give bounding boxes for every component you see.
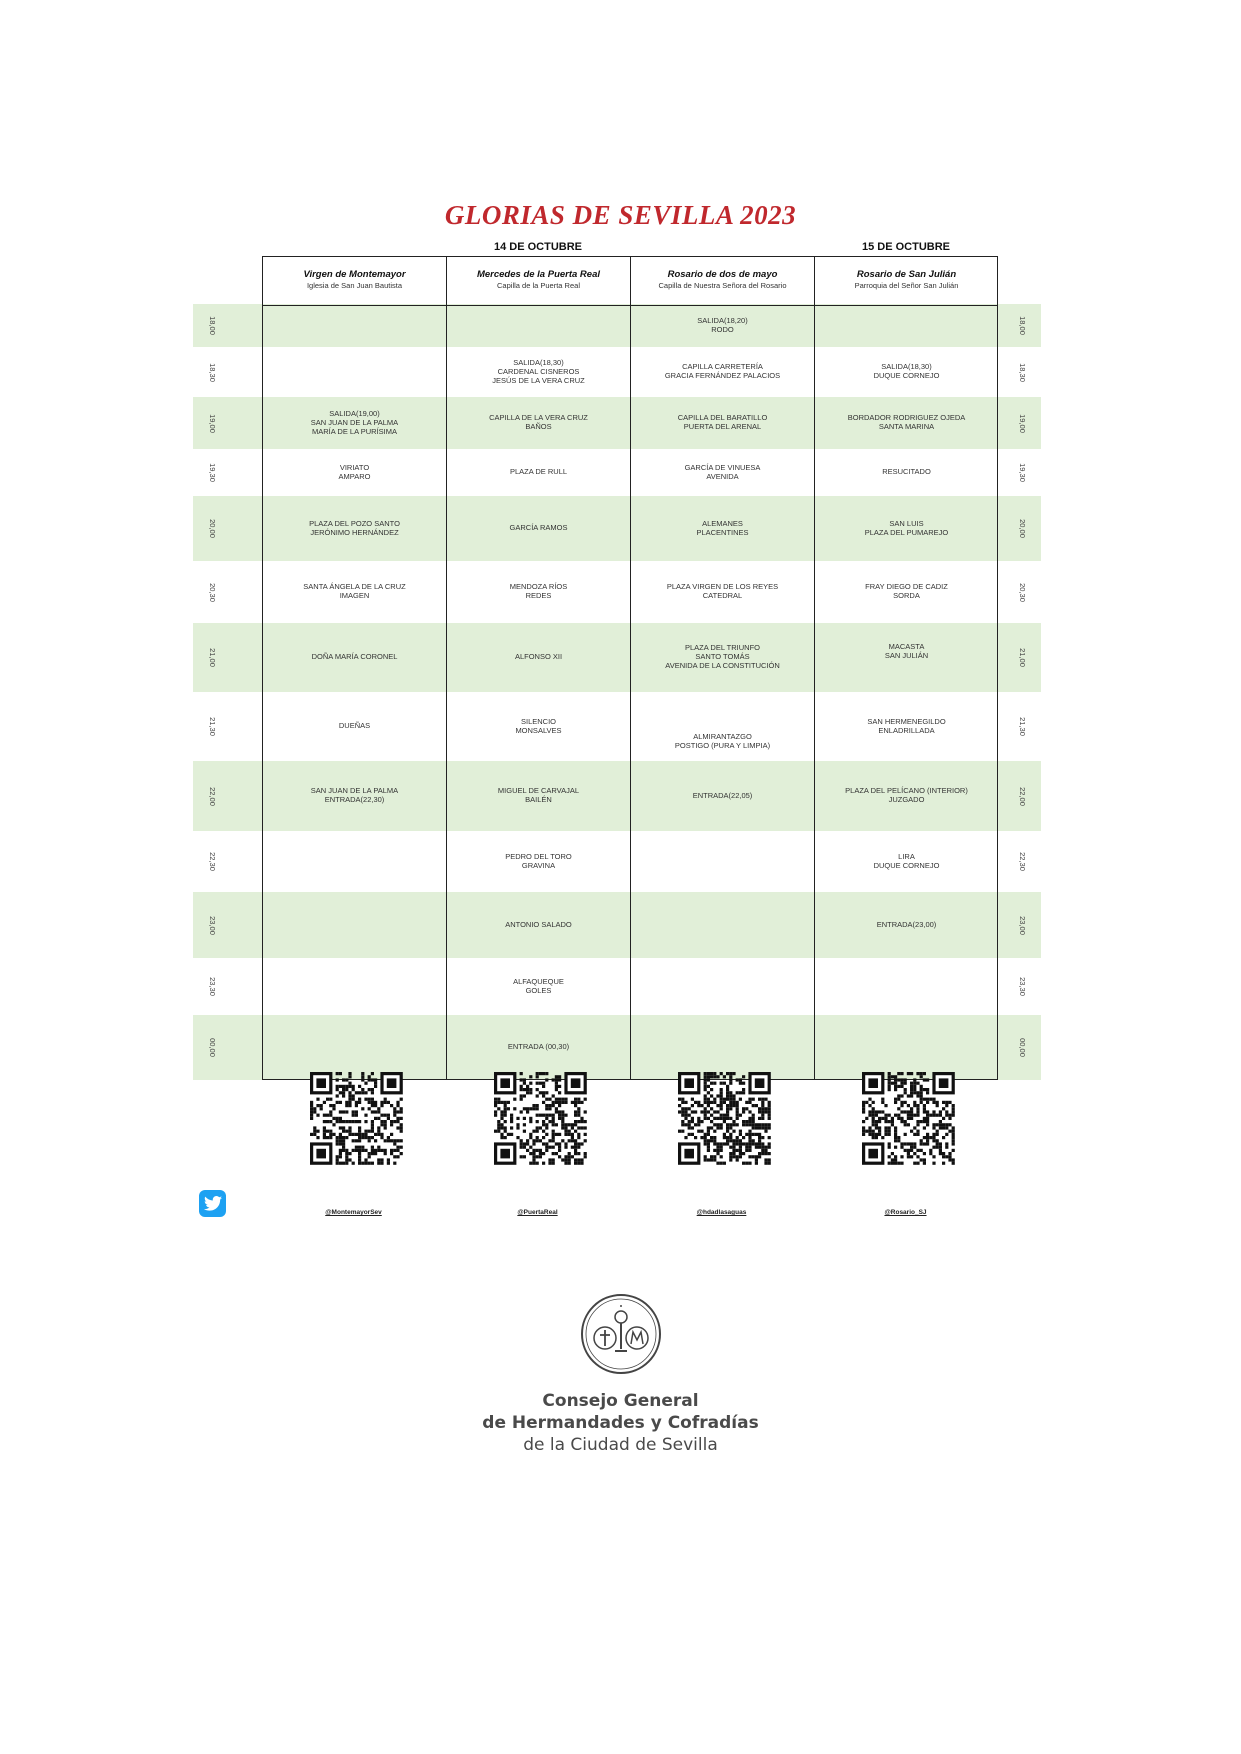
- time-text: 19,00: [1017, 413, 1027, 433]
- schedule-cell: SILENCIO MONSALVES: [515, 716, 562, 735]
- time-text: 18,00: [207, 316, 217, 335]
- column-header-montemayor: [263, 269, 446, 290]
- schedule-cell: MENDOZA RÍOS REDES: [509, 582, 568, 600]
- column-name: Virgen de Montemayor: [303, 269, 406, 280]
- time-text: 22,00: [1017, 786, 1027, 806]
- time-text: 20,00: [207, 519, 217, 538]
- schedule-cell: PLAZA VIRGEN DE LOS REYES CATEDRAL: [666, 582, 779, 600]
- twitter-handle-dos-de-mayo[interactable]: @hdadlasaguas: [696, 1209, 747, 1216]
- schedule-cell: CAPILLA DE LA VERA CRUZ BAÑOS: [489, 413, 588, 431]
- org-name-line2: de Hermandades y Cofradías: [482, 1413, 759, 1433]
- qr-code-dos-de-mayo[interactable]: [678, 1072, 772, 1166]
- schedule-cell: LIRA DUQUE CORNEJO: [873, 851, 940, 870]
- time-label-right: [1003, 831, 1041, 892]
- time-label-left: [193, 958, 231, 1015]
- time-text: 23,30: [207, 977, 217, 996]
- time-label-left: [193, 347, 231, 397]
- schedule-cell: PLAZA DEL PELÍCANO (INTERIOR) JUZGADO: [845, 786, 968, 804]
- schedule-cell: CAPILLA DEL BARATILLO PUERTA DEL ARENAL: [677, 413, 768, 431]
- schedule-cell: MACASTA SAN JULIÁN: [884, 642, 929, 660]
- schedule-cell: ALEMANES PLACENTINES: [696, 518, 749, 537]
- twitter-handle-san-julian[interactable]: @Rosario_SJ: [884, 1209, 927, 1216]
- time-text: 21,00: [207, 648, 217, 667]
- time-label-right: [1003, 304, 1041, 347]
- time-text: 21,30: [1017, 717, 1027, 736]
- schedule-cell: ALMIRANTAZGO POSTIGO (PURA Y LIMPIA): [674, 732, 771, 750]
- date-header-day2: 15 DE OCTUBRE: [861, 241, 951, 253]
- schedule-cell: SALIDA(19,00) SAN JUAN DE LA PALMA MARÍA DE LA PURÍSIMA: [310, 408, 399, 436]
- time-label-left: [193, 761, 231, 831]
- date-header-day1: 14 DE OCTUBRE: [493, 241, 583, 253]
- consejo-emblem-icon: [580, 1293, 662, 1375]
- time-text: 18,30: [1017, 362, 1027, 382]
- column-name: Rosario de dos de mayo: [667, 269, 778, 280]
- time-label-right: [1003, 496, 1041, 561]
- schedule-cell: VIRIATO AMPARO: [338, 462, 371, 481]
- column-header-dos-de-mayo: [631, 269, 814, 290]
- time-text: 22,30: [1017, 852, 1027, 871]
- time-text: 00,00: [207, 1038, 217, 1057]
- schedule-cell: ANTONIO SALADO: [505, 919, 572, 929]
- time-label-right: [1003, 1015, 1041, 1080]
- column-divider: [814, 257, 815, 1079]
- schedule-table: [262, 256, 998, 1080]
- schedule-cell: BORDADOR RODRIGUEZ OJEDA SANTA MARINA: [847, 413, 966, 431]
- schedule-cell: PEDRO DEL TORO GRAVINA: [505, 851, 572, 870]
- twitter-icon: [199, 1190, 226, 1217]
- time-text: 23,30: [1017, 977, 1027, 996]
- time-text: 19,00: [207, 413, 217, 433]
- schedule-cell: SALIDA(18,30) DUQUE CORNEJO: [873, 362, 940, 380]
- column-church: Capilla de Nuestra Señora del Rosario: [658, 281, 787, 290]
- column-church: Parroquia del Señor San Julián: [854, 281, 959, 290]
- time-label-left: [193, 623, 231, 692]
- schedule-cell: ENTRADA (00,30): [507, 1042, 570, 1051]
- column-name: Rosario de San Julián: [856, 269, 957, 280]
- qr-code-montemayor[interactable]: [310, 1072, 404, 1166]
- twitter-handle-puerta-real[interactable]: @PuertaReal: [517, 1209, 558, 1216]
- time-text: 18,00: [1017, 316, 1027, 335]
- time-label-left: [193, 449, 231, 496]
- time-text: 20,30: [207, 582, 217, 602]
- time-label-right: [1003, 958, 1041, 1015]
- twitter-handle-montemayor[interactable]: @MontemayorSev: [325, 1209, 382, 1216]
- time-label-right: [1003, 397, 1041, 449]
- schedule-cell: GARCÍA RAMOS: [509, 523, 568, 532]
- schedule-cell: ALFONSO XII: [514, 652, 563, 661]
- schedule-cell: SAN JUAN DE LA PALMA ENTRADA(22,30): [310, 786, 399, 804]
- schedule-grid: [193, 256, 1041, 1080]
- schedule-cell: SALIDA(18,20) RODO: [697, 315, 748, 334]
- time-label-right: [1003, 761, 1041, 831]
- time-label-left: [193, 1015, 231, 1080]
- page-title: GLORIAS DE SEVILLA 2023: [444, 200, 797, 230]
- time-label-right: [1003, 623, 1041, 692]
- time-text: 19,30: [1017, 463, 1027, 482]
- schedule-cell: SANTA ÁNGELA DE LA CRUZ IMAGEN: [303, 582, 406, 600]
- schedule-cell: ENTRADA(22,05): [692, 790, 753, 800]
- time-label-left: [193, 561, 231, 623]
- time-label-left: [193, 892, 231, 958]
- time-text: 21,30: [207, 717, 217, 736]
- qr-code-san-julian[interactable]: [862, 1072, 956, 1166]
- time-text: 23,00: [1017, 915, 1027, 935]
- schedule-cell: FRAY DIEGO DE CADIZ SORDA: [865, 582, 948, 600]
- column-name: Mercedes de la Puerta Real: [476, 269, 601, 280]
- org-name-line1: Consejo General: [542, 1391, 699, 1411]
- time-label-left: [193, 397, 231, 449]
- time-label-left: [193, 496, 231, 561]
- column-divider: [630, 257, 631, 1079]
- schedule-cell: PLAZA DE RULL: [509, 467, 568, 476]
- time-text: 20,30: [1017, 582, 1027, 602]
- schedule-cell: SALIDA(18,30) CARDENAL CISNEROS JESÚS DE LA VERA CRUZ: [492, 357, 585, 385]
- column-header-puerta-real: [447, 269, 630, 290]
- time-text: 19,30: [207, 463, 217, 482]
- org-name-line3: de la Ciudad de Sevilla: [523, 1435, 718, 1455]
- time-text: 22,00: [207, 786, 217, 806]
- schedule-cell: DOÑA MARÍA CORONEL: [311, 652, 398, 661]
- schedule-cell: ALFAQUEQUE GOLES: [513, 976, 564, 995]
- time-label-right: [1003, 561, 1041, 623]
- time-label-right: [1003, 449, 1041, 496]
- time-label-right: [1003, 692, 1041, 761]
- time-label-right: [1003, 347, 1041, 397]
- time-text: 00,00: [1017, 1038, 1027, 1057]
- column-header-san-julian: [815, 269, 998, 290]
- column-church: Capilla de la Puerta Real: [497, 281, 580, 290]
- time-label-left: [193, 304, 231, 347]
- time-text: 20,00: [1017, 519, 1027, 538]
- column-church: Iglesia de San Juan Bautista: [306, 281, 403, 290]
- qr-code-puerta-real[interactable]: [494, 1072, 588, 1170]
- time-text: 18,30: [207, 362, 217, 382]
- time-label-right: [1003, 892, 1041, 958]
- schedule-cell: PLAZA DEL TRIUNFO SANTO TOMÁS AVENIDA DE LA CONSTITUCIÓN: [665, 643, 780, 670]
- schedule-cell: PLAZA DEL POZO SANTO JERÓNIMO HERNÁNDEZ: [309, 518, 400, 537]
- schedule-cell: GARCÍA DE VINUESA AVENIDA: [684, 462, 761, 481]
- schedule-cell: RESUCITADO: [882, 467, 931, 476]
- time-text: 21,00: [1017, 648, 1027, 667]
- time-label-left: [193, 692, 231, 761]
- schedule-cell: CAPILLA CARRETERÍA GRACIA FERNÁNDEZ PALACIOS: [664, 362, 781, 380]
- schedule-cell: DUEÑAS: [338, 721, 371, 730]
- schedule-cell: MIGUEL DE CARVAJAL BAILÉN: [497, 786, 580, 804]
- column-divider: [446, 257, 447, 1079]
- time-label-left: [193, 831, 231, 892]
- schedule-cell: ENTRADA(23,00): [876, 919, 937, 929]
- time-text: 23,00: [207, 915, 217, 935]
- header-divider: [263, 305, 997, 306]
- schedule-cell: SAN HERMENEGILDO ENLADRILLADA: [867, 716, 946, 735]
- time-text: 22,30: [207, 852, 217, 871]
- schedule-cell: SAN LUIS PLAZA DEL PUMAREJO: [864, 518, 949, 537]
